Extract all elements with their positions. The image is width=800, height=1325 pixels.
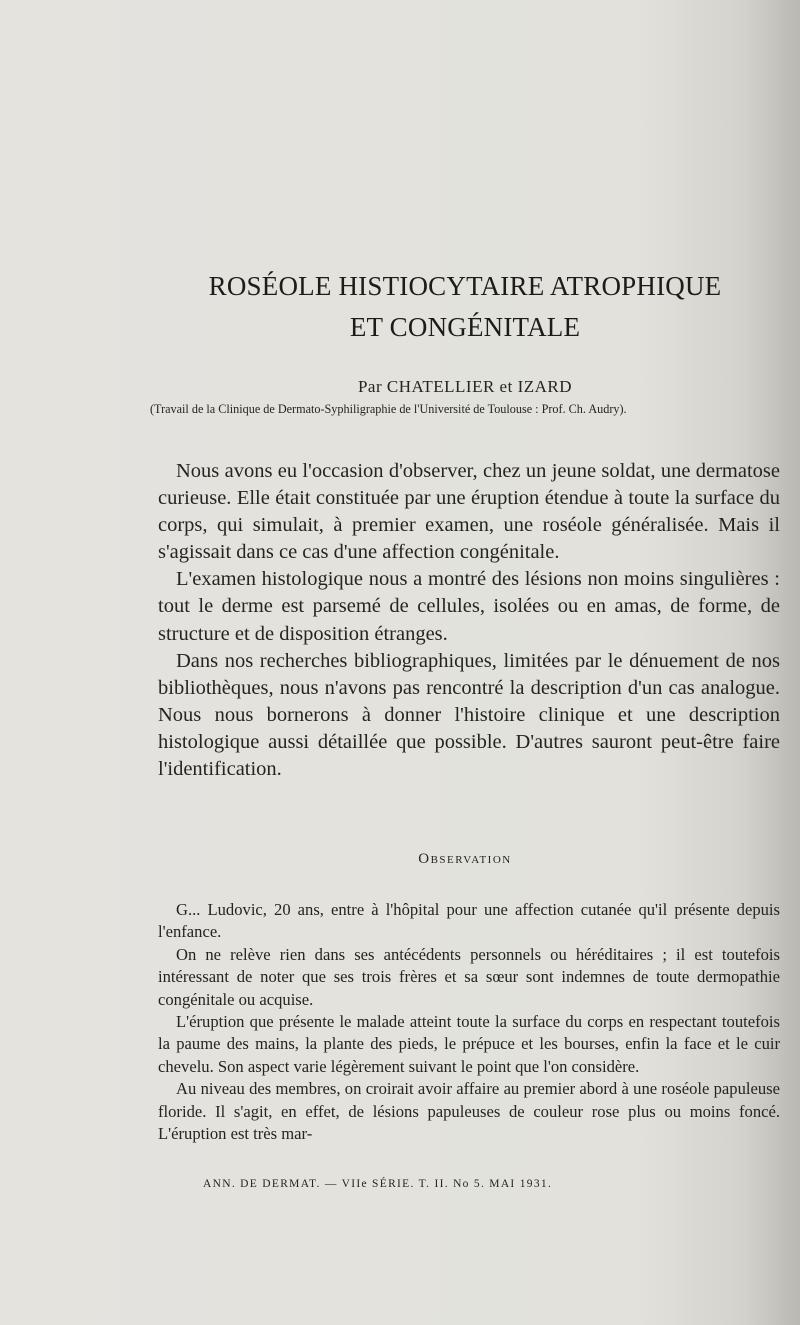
article-title-line-2: ET CONGÉNITALE: [349, 312, 581, 342]
paragraph: Dans nos recherches bibliographiques, limitées par le dénuement de nos bibliothèques, nous n'avons pas rencontré la description d'un cas analogue. Nous nous bornerons à donner l'histoire clinique et une description histologique aussi détaillée que possible. D'autres sauront peut-être faire l'identification.: [158, 649, 780, 781]
article-title-line-1: ROSÉOLE HISTIOCYTAIRE ATROPHIQUE: [208, 271, 722, 301]
paragraph: G... Ludovic, 20 ans, entre à l'hôpital pour une affection cutanée qu'il présente depuis l'enfance.: [158, 900, 780, 942]
affiliation: (Travail de la Clinique de Dermato-Syphiligraphie de l'Université de Toulouse : Prof. Ch. Audry).: [150, 402, 627, 416]
paragraph: Au niveau des membres, on croirait avoir affaire au premier abord à une roséole papuleuse floride. Il s'agit, en effet, de lésions papuleuses de couleur rose plus ou moins foncé. L'éruption est très mar-: [158, 1079, 780, 1144]
article-title: [150, 266, 780, 348]
paragraph: On ne relève rien dans ses antécédents personnels ou héréditaires ; il est toutefois intéressant de noter que ses trois frères et sa sœur sont indemnes de toute dermopathie congénitale ou acquise.: [158, 944, 780, 1009]
journal-footer: ANN. DE DERMAT. — VIIe SÉRIE. T. II. No 5. MAI 1931.: [203, 1178, 553, 1190]
authors: Par CHATELLIER et IZARD: [357, 377, 573, 396]
paragraph: L'examen histologique nous a montré des lésions non moins singulières : tout le derme est parsemé de cellules, isolées ou en amas, de forme, de structure et de disposition étranges.: [158, 568, 780, 645]
section-heading: Observation: [418, 851, 512, 867]
introduction: [158, 458, 780, 783]
paragraph: Nous avons eu l'occasion d'observer, chez un jeune soldat, une dermatose curieuse. Elle était constituée par une éruption étendue à toute la surface du corps, qui simulait, à premier examen, une roséole généralisée. Mais il s'agissait dans ce cas d'une affection congénitale.: [158, 460, 780, 564]
paragraph: L'éruption que présente le malade atteint toute la surface du corps en respectant toutefois la paume des mains, la plante des pieds, le prépuce et les bourses, enfin la face et le cuir chevelu. Son aspect varie légèrement suivant le point que l'on considère.: [158, 1012, 780, 1076]
observation-text: [158, 899, 780, 1145]
